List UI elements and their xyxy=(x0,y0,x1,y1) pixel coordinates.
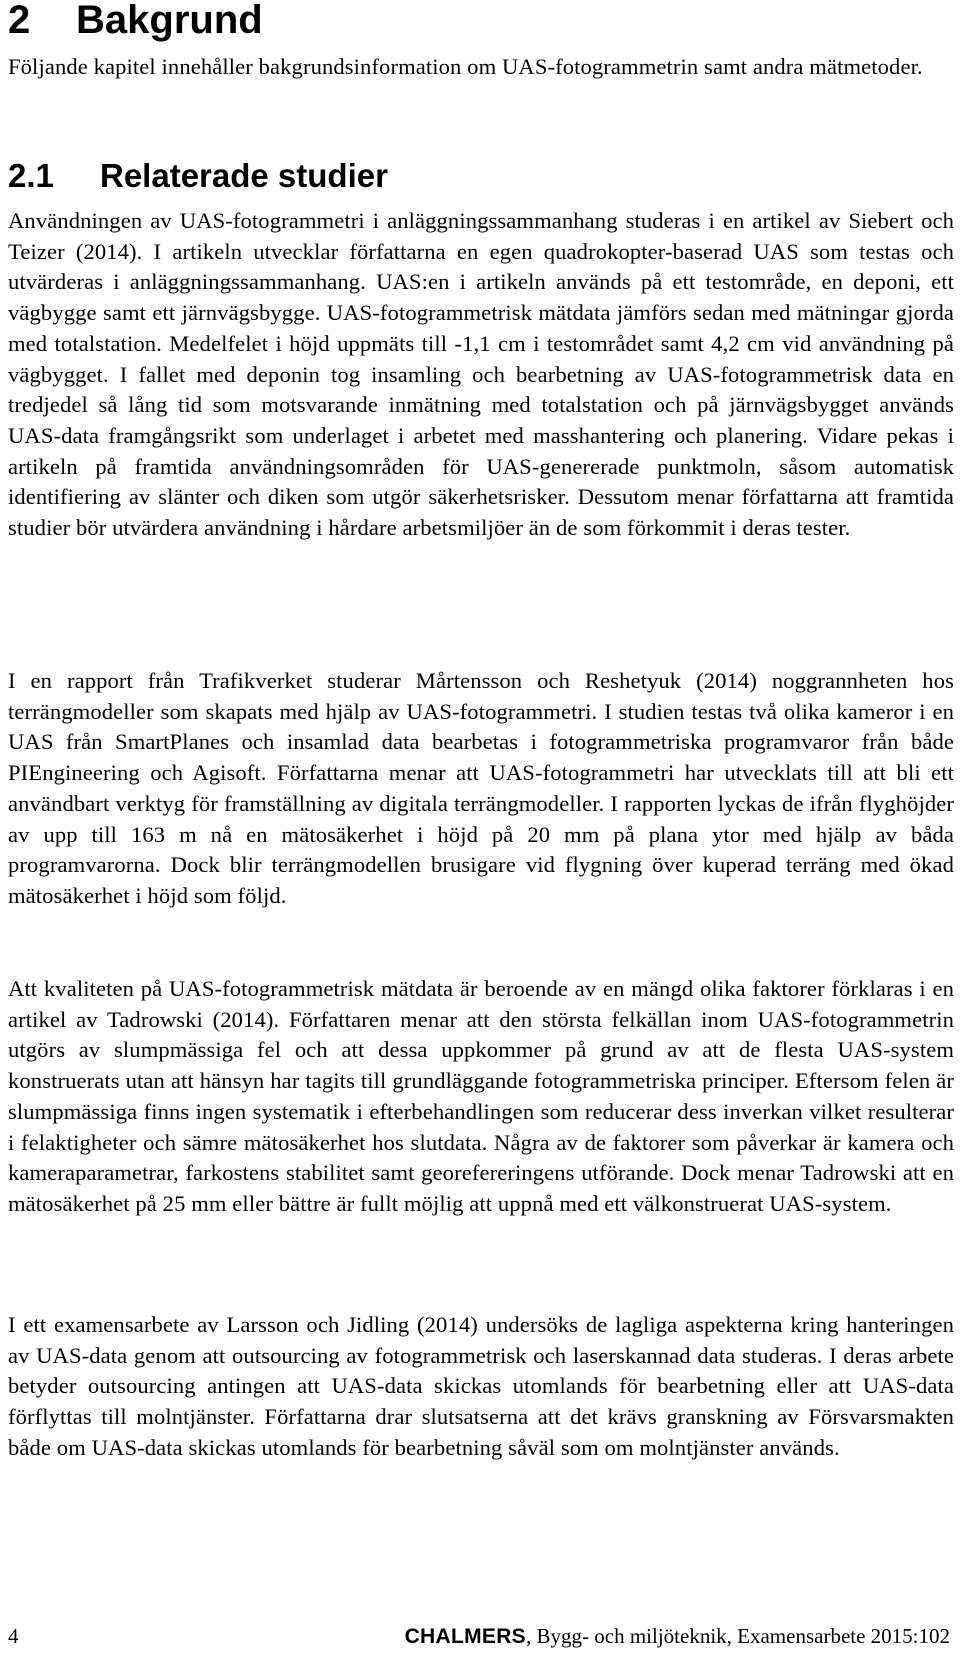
paragraph-siebert-teizer: Användningen av UAS-fotogrammetri i anläggningssammanhang studeras i en artikel av Siebert och Teizer (2014). I artikeln utvecklar författarna en egen quadrokopter-baserad UAS som testas och utvärderas i anläggningssammanhang. UAS:en i artikeln används på ett testområde, en deponi, ett vägbygge samt ett järnvägsbygge. UAS-fotogrammetrisk mätdata jämförs sedan med mätningar gjorda med totalstation. Medelfelet i höjd uppmäts till -1,1 cm i testområdet samt 4,2 cm vid användning på vägbygget. I fallet med deponin tog insamling och bearbetning av UAS-fotogrammetrisk data en tredjedel så lång tid som motsvarande inmätning med totalstation och på järnvägsbygget används UAS-data framgångsrikt som underlaget i arbetet med masshantering och planering. Vidare pekas i artikeln på framtida användningsområden för UAS-genererade punktmoln, såsom automatisk identifiering av slänter och diken som utgör säkerhetsrisker. Dessutom menar författarna att framtida studier bör utvärdera användning i hårdare arbetsmiljöer än de som förkommit i deras tester. xyxy=(8,208,954,541)
footer-details: , Bygg- och miljöteknik, Examensarbete 2015:102 xyxy=(526,1624,950,1648)
page-footer xyxy=(8,1621,950,1651)
section-heading xyxy=(8,156,388,196)
section-title: Relaterade studier xyxy=(100,157,388,194)
paragraph-trafikverket: I en rapport från Trafikverket studerar Mårtensson och Reshetyuk (2014) noggrannheten hos terrängmodeller som skapats med hjälp av UAS-fotogrammetri. I studien testas två olika kameror i en UAS från SmartPlanes och insamlad data bearbetas i fotogrammetriska programvaror från både PIEngineering och Agisoft. Författarna menar att UAS-fotogrammetri har utvecklats till att bli ett användbart verktyg för framställning av digitala terrängmodeller. I rapporten lyckas de ifrån flyghöjder av upp till 163 m nå en mätosäkerhet i höjd på 20 mm på plana ytor med hjälp av båda programvarorna. Dock blir terrängmodellen brusigare vid flygning över kuperad terräng med ökad mätosäkerhet i höjd som följd. xyxy=(8,668,954,908)
footer-publication xyxy=(405,1621,950,1652)
chapter-intro-paragraph: Följande kapitel innehåller bakgrundsinformation om UAS-fotogrammetrin samt andra mätmetoder. xyxy=(8,54,923,79)
page-number: 4 xyxy=(8,1624,19,1648)
chapter-title: Bakgrund xyxy=(76,0,263,42)
paragraph-larsson-jidling: I ett examensarbete av Larsson och Jidling (2014) undersöks de lagliga aspekterna kring hanteringen av UAS-data genom att outsourcing av fotogrammetrisk och laserskannad data studeras. I deras arbete betyder outsourcing antingen att UAS-data skickas utomlands för bearbetning eller att UAS-data förflyttas till molntjänster. Författarna drar slutsatserna att det krävs granskning av Försvarsmakten både om UAS-data skickas utomlands för bearbetning såväl som om molntjänster används. xyxy=(8,1312,954,1460)
chapter-heading xyxy=(8,0,263,43)
paragraph-tadrowski: Att kvaliteten på UAS-fotogrammetrisk mätdata är beroende av en mängd olika faktorer förklaras i en artikel av Tadrowski (2014). Författaren menar att den största felkällan inom UAS-fotogrammetrin utgörs av slumpmässiga fel och att dessa uppkommer på grund av att de flesta UAS-system konstruerats utan att hänsyn har tagits till grundläggande fotogrammetriska principer. Eftersom felen är slumpmässiga finns ingen systematik i efterbehandlingen som reducerar dess inverkan vilket resulterar i felaktigheter och sämre mätosäkerhet hos slutdata. Några av de faktorer som påverkar är kamera och kameraparametrar, farkostens stabilitet samt georefereringens utförande. Dock menar Tadrowski att en mätosäkerhet på 25 mm eller bättre är fullt möjlig att uppnå med ett välkonstruerat UAS-system. xyxy=(8,976,954,1216)
section-number: 2.1 xyxy=(8,157,54,194)
chalmers-brand: CHALMERS xyxy=(404,1625,526,1648)
chapter-number: 2 xyxy=(8,0,31,42)
